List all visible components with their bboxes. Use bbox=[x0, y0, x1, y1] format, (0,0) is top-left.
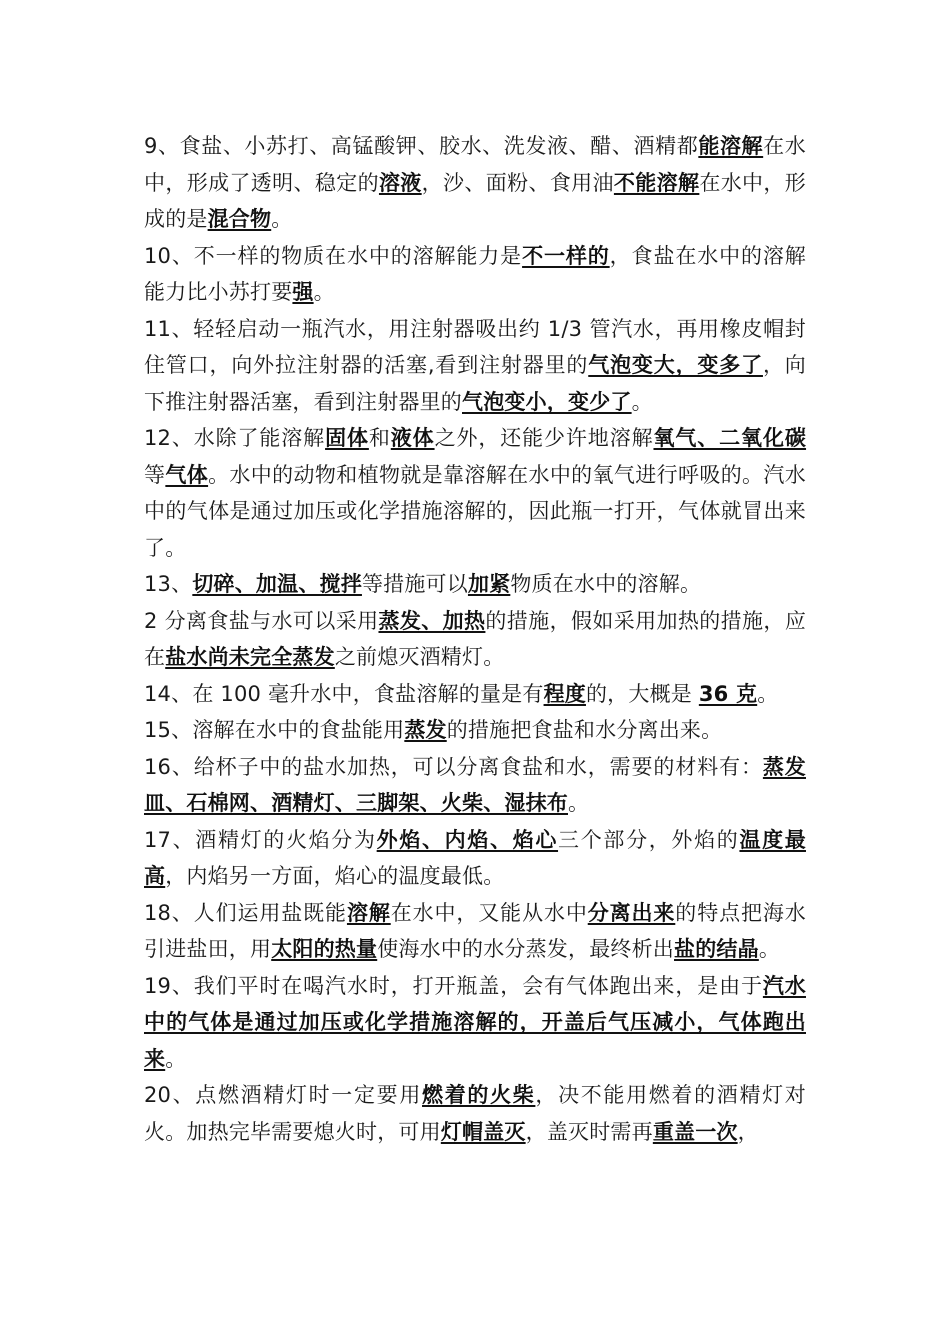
key-term: 不一样的 bbox=[522, 243, 610, 268]
body-text: 16、给杯子中的盐水加热，可以分离食盐和水，需要的材料有： bbox=[144, 754, 763, 779]
key-term: 固体 bbox=[325, 426, 369, 450]
body-text: 20、点燃酒精灯时一定要用 bbox=[144, 1083, 423, 1107]
body-text: 。 bbox=[568, 791, 590, 815]
key-term: 燃着的火柴 bbox=[422, 1083, 536, 1107]
body-text: 和 bbox=[368, 426, 391, 450]
paragraph-item-2 bbox=[144, 603, 806, 676]
body-text: 物质在水中的溶解。 bbox=[510, 572, 702, 596]
body-text: 19、我们平时在喝汽水时，打开瓶盖，会有气体跑出来，是由于 bbox=[144, 973, 763, 998]
key-term: 能溶解 bbox=[698, 134, 764, 158]
paragraph-item-10 bbox=[144, 238, 806, 311]
document-body bbox=[144, 128, 806, 1150]
body-text: 的，大概是 bbox=[585, 681, 699, 706]
body-text: 15、溶解在水中的食盐能用 bbox=[144, 718, 405, 742]
body-text: 三个部分，外焰的 bbox=[558, 827, 740, 852]
key-term: 盐水尚未完全蒸发 bbox=[165, 645, 335, 669]
body-text: ，内焰另一方面，焰心的温度最低。 bbox=[165, 864, 505, 888]
key-term: 蒸发 bbox=[404, 718, 447, 742]
body-text: ，盖灭时需再 bbox=[525, 1119, 653, 1144]
body-text: 等 bbox=[144, 462, 166, 487]
key-term: 灯帽盖灭 bbox=[440, 1119, 526, 1144]
key-term: 溶解 bbox=[346, 900, 391, 925]
key-term: 液体 bbox=[390, 426, 435, 450]
key-term: 汽水中的气体是通过加压或化学措施溶解的，开盖后气压减小，气体跑出来 bbox=[144, 973, 806, 1071]
body-text: ， bbox=[737, 1119, 759, 1144]
body-text: 。 bbox=[313, 280, 335, 304]
body-text: 的特点把海水引进盐田，用 bbox=[144, 900, 806, 961]
body-text: 10、不一样的物质在水中的溶解能力是 bbox=[144, 243, 523, 268]
key-term: 氧气、二氧化碳 bbox=[653, 426, 807, 450]
body-text: 9、食盐、小苏打、高锰酸钾、胶水、洗发液、醋、酒精都 bbox=[144, 134, 699, 158]
body-text: 17、酒精灯的火焰分为 bbox=[144, 827, 377, 852]
key-term: 气泡变小，变少了 bbox=[462, 389, 632, 414]
paragraph-item-17 bbox=[144, 822, 806, 895]
key-term: 温度最高 bbox=[144, 827, 806, 888]
body-text: 的措施，假如采用加热的措施，应在 bbox=[144, 608, 807, 669]
paragraph-item-13 bbox=[144, 566, 806, 603]
key-term: 切碎、加温、搅拌 bbox=[192, 572, 362, 596]
key-term: 分离出来 bbox=[587, 900, 676, 925]
paragraph-item-20 bbox=[144, 1077, 806, 1150]
body-text: 在水中，形成的是 bbox=[144, 170, 806, 231]
key-term: 蒸发、加热 bbox=[378, 608, 486, 633]
body-text: 在水中，又能从水中 bbox=[390, 900, 588, 925]
body-text: 使海水中的水分蒸发，最终析出 bbox=[377, 937, 675, 961]
body-text: ，沙、面粉、食用油 bbox=[421, 170, 614, 195]
key-term: 36 克 bbox=[698, 681, 758, 706]
paragraph-item-19 bbox=[144, 968, 806, 1078]
key-term: 混合物 bbox=[207, 207, 272, 231]
key-term: 太阳的热量 bbox=[271, 937, 378, 961]
paragraph-item-15 bbox=[144, 712, 806, 749]
key-term: 气泡变大，变多了 bbox=[588, 353, 763, 377]
body-text: ，向下推注射器活塞，看到注射器里的 bbox=[144, 353, 806, 414]
paragraph-item-18 bbox=[144, 895, 806, 968]
body-text: 。 bbox=[631, 389, 653, 414]
paragraph-item-16 bbox=[144, 749, 806, 822]
body-text: 13、 bbox=[144, 572, 193, 596]
body-text: 12、水除了能溶解 bbox=[144, 426, 326, 450]
key-term: 不能溶解 bbox=[613, 170, 700, 195]
body-text: 。 bbox=[758, 937, 781, 961]
paragraph-item-11 bbox=[144, 311, 806, 421]
body-text: 18、人们运用盐既能 bbox=[144, 900, 347, 925]
key-term: 程度 bbox=[543, 681, 586, 706]
key-term: 盐的结晶 bbox=[674, 937, 759, 961]
body-text: 的措施把食盐和水分离出来。 bbox=[446, 718, 723, 742]
body-text: 等措施可以 bbox=[361, 572, 468, 596]
body-text: 。 bbox=[165, 1046, 187, 1071]
body-text: 。 bbox=[271, 207, 293, 231]
body-text: 之外，还能少许地溶解 bbox=[434, 426, 654, 450]
key-term: 溶液 bbox=[378, 170, 422, 195]
body-text: 。 bbox=[757, 681, 779, 706]
key-term: 蒸发皿、石棉网、酒精灯、三脚架、火柴、湿抹布 bbox=[144, 754, 806, 815]
paragraph-item-9 bbox=[144, 128, 806, 238]
key-term: 外焰、内焰、焰心 bbox=[376, 827, 559, 852]
paragraph-item-12 bbox=[144, 420, 806, 566]
key-term: 气体 bbox=[165, 462, 209, 487]
body-text: 在水中，形成了透明、稳定的 bbox=[144, 134, 806, 195]
body-text: 11、轻轻启动一瓶汽水，用注射器吸出约 1/3 管汽水，再用橡皮帽封住管口，向外拉注射器的活塞,看到注射器里的 bbox=[144, 316, 806, 377]
body-text: 。水中的动物和植物就是靠溶解在水中的氧气进行呼吸的。汽水中的气体是通过加压或化学措施溶解的，因此瓶一打开，气体就冒出来了。 bbox=[144, 462, 806, 560]
body-text: ，食盐在水中的溶解能力比小苏打要 bbox=[144, 243, 806, 304]
body-text: ，决不能用燃着的酒精灯对火。加热完毕需要熄火时，可用 bbox=[144, 1083, 807, 1144]
key-term: 加紧 bbox=[467, 572, 511, 596]
body-text: 2 分离食盐与水可以采用 bbox=[144, 608, 379, 633]
body-text: 14、在 100 毫升水中，食盐溶解的量是有 bbox=[144, 681, 544, 706]
paragraph-item-14 bbox=[144, 676, 806, 713]
key-term: 重盖一次 bbox=[652, 1119, 738, 1144]
body-text: 之前熄灭酒精灯。 bbox=[334, 645, 505, 669]
key-term: 强 bbox=[292, 280, 314, 304]
